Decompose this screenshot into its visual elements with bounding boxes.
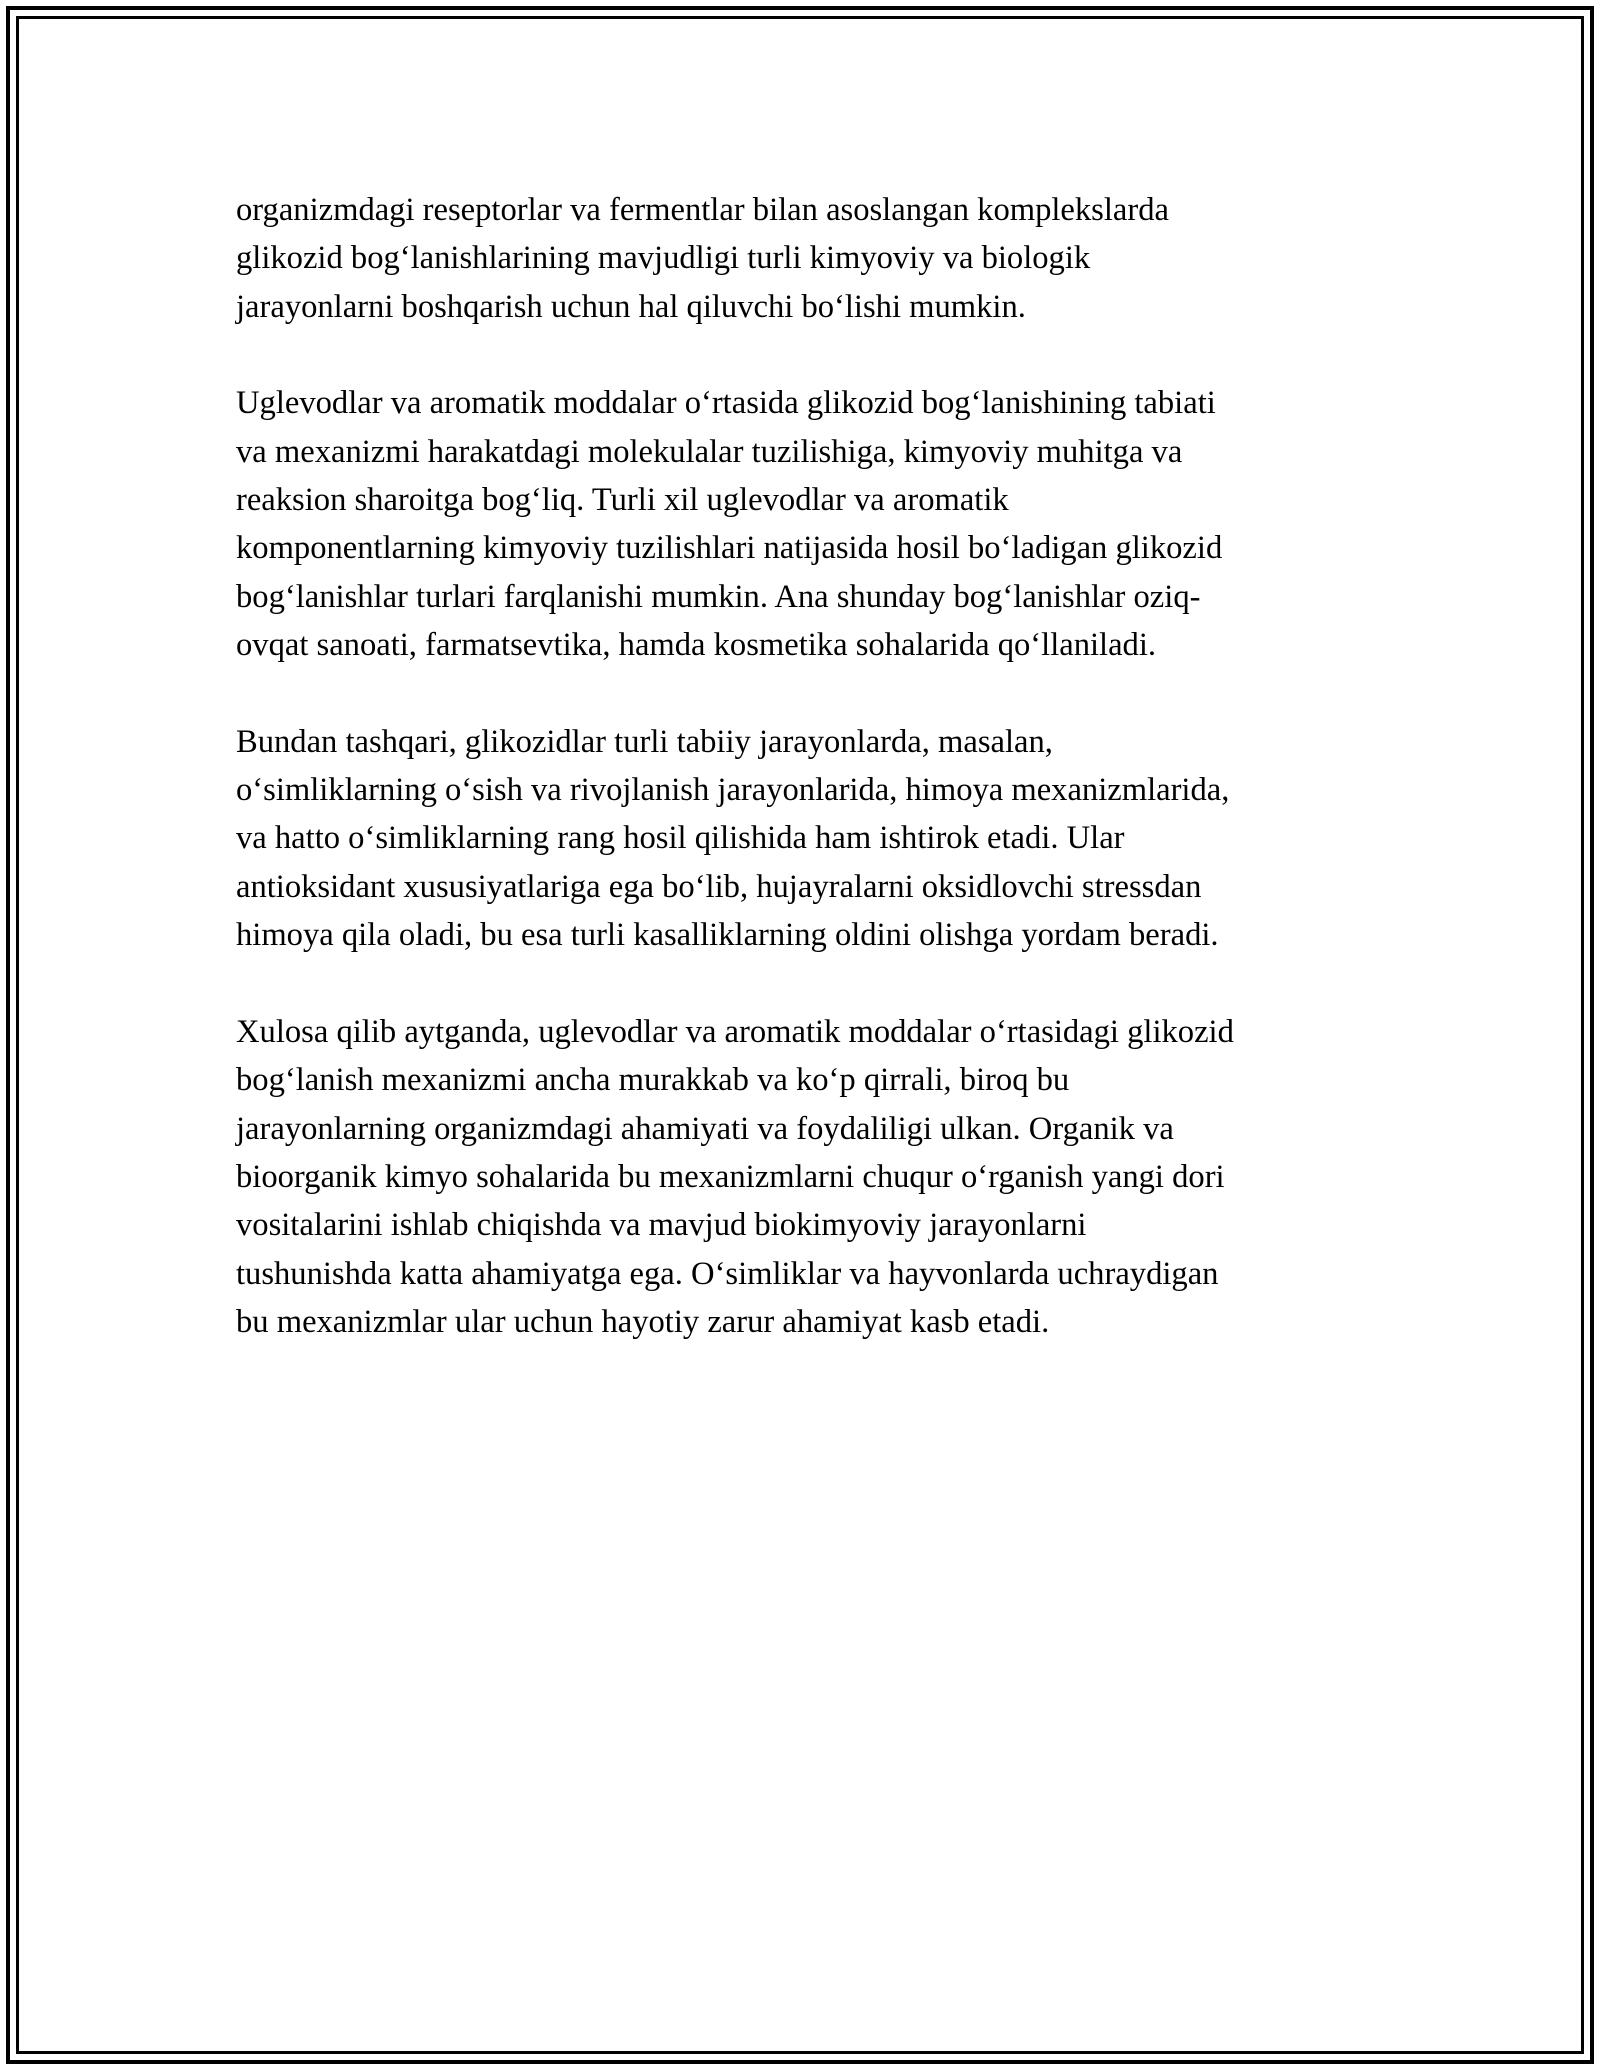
paragraph-conclusion: Xulosa qilib aytganda, uglevodlar va aromatik moddalar o‘rtasidagi glikozid bog‘lanish mexanizmi ancha murakkab va ko‘p qirrali, biroq bu jarayonlarning organizmdagi ahamiyati va foydaliligi ulkan. Organik va bioorganik kimyo sohalarida bu mexanizmlarni chuqur o‘rganish yangi dori vositalarini ishlab chiqishda va mavjud biokimyoviy jarayonlarni tushunishda katta ahamiyatga ega. O‘simliklar va hayvonlarda uchraydigan bu mexanizmlar ular uchun hayotiy zarur ahamiyat kasb etadi. — [236, 1013, 1234, 1341]
paragraph-glycosidic-bond-nature: Uglevodlar va aromatik moddalar o‘rtasida glikozid bog‘lanishining tabiati va mexanizmi harakatdagi molekulalar tuzilishiga, kimyoviy muhitga va reaksion sharoitga bog‘liq. Turli xil uglevodlar va aromatik komponentlarning kimyoviy tuzilishlari natijasida hosil bo‘ladigan glikozid bog‘lanishlar turlari farqlanishi mumkin. Ana shunday bog‘lanishlar oziq- ovqat sanoati, farmatsevtika, hamda kosmetika sohalarida qo‘llaniladi. — [236, 385, 1223, 664]
paragraph-receptors: organizmdagi reseptorlar va fermentlar bilan asoslangan komplekslarda glikozid bog‘lanishlarining mavjudligi turli kimyoviy va biologik jarayonlarni boshqarish uchun hal qiluvchi bo‘lishi mumkin. — [236, 192, 1169, 325]
paragraph-natural-processes: Bundan tashqari, glikozidlar turli tabiiy jarayonlarda, masalan, o‘simliklarning o‘sish va rivojlanish jarayonlarida, himoya mexanizmlarida, va hatto o‘simliklarning rang hosil qilishida ham ishtirok etadi. Ular antioksidant xususiyatlariga ega bo‘lib, hujayralarni oksidlovchi stressdan himoya qila oladi, bu esa turli kasalliklarning oldini olishga yordam beradi. — [236, 723, 1230, 954]
document-body — [236, 186, 1376, 1395]
